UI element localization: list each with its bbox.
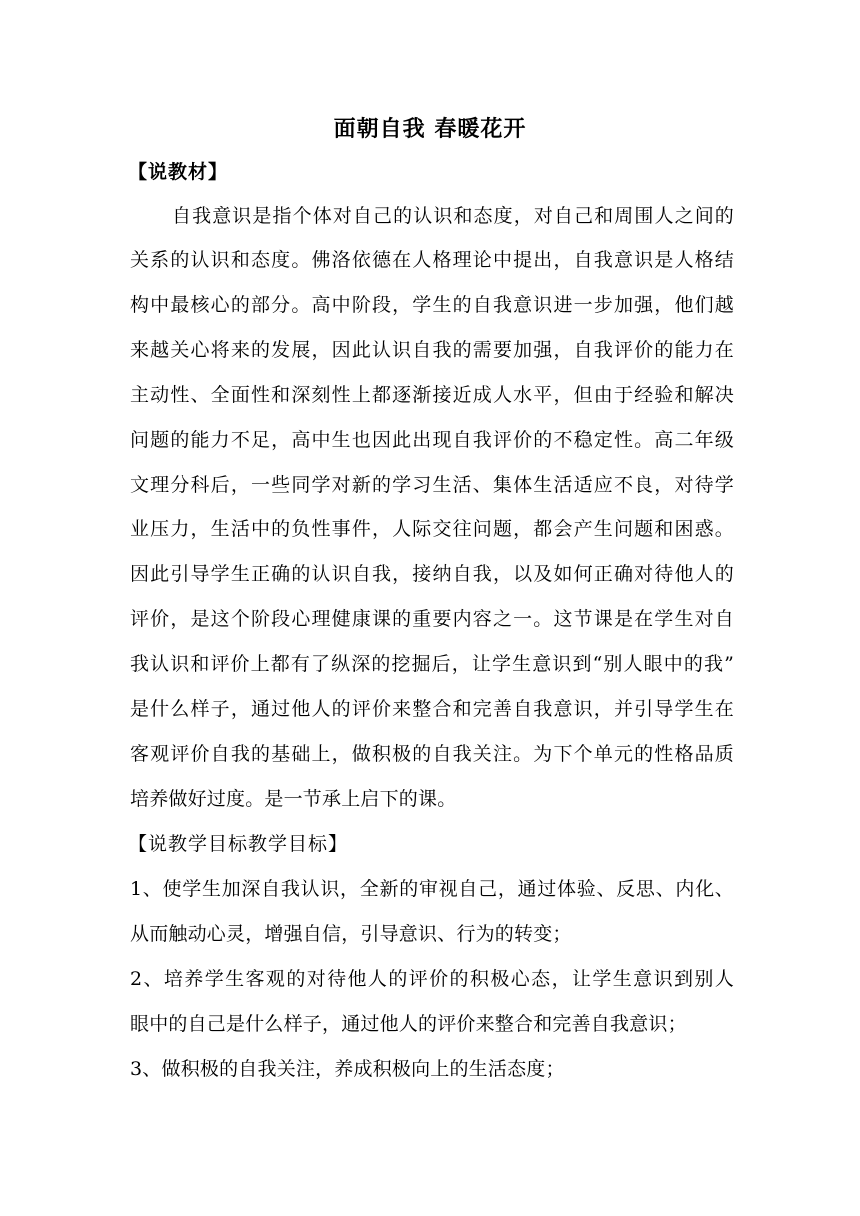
objective-line: 从而触动心灵，增强自信，引导意识、行为的转变； [130,923,572,945]
paragraph-line: 培养做好过度。是一节承上启下的课。 [130,788,457,810]
section-heading-objectives: 【说教学目标教学目标】 [128,833,349,855]
paragraph-line: 来越关心将来的发展，因此认识自我的需要加强，自我评价的能力在 [130,339,734,361]
document-title: 面朝自我 春暖花开 [333,116,527,142]
paragraph-line: 构中最核心的部分。高中阶段，学生的自我意识进一步加强，他们越 [130,294,734,316]
paragraph-line: 自我意识是指个体对自己的认识和态度，对自己和周围人之间的 [172,205,734,227]
paragraph-line: 业压力，生活中的负性事件，人际交往问题，都会产生问题和困惑。 [130,518,734,540]
paragraph-line: 评价，是这个阶段心理健康课的重要内容之一。这节课是在学生对自 [130,608,734,630]
paragraph-line: 因此引导学生正确的认识自我，接纳自我，以及如何正确对待他人的 [130,563,734,585]
paragraph-line: 主动性、全面性和深刻性上都逐渐接近成人水平，但由于经验和解决 [130,384,734,406]
paragraph-line: 我认识和评价上都有了纵深的挖掘后，让学生意识到“别人眼中的我” [130,653,734,675]
objective-line: 3、做积极的自我关注，养成积极向上的生活态度； [130,1058,565,1080]
paragraph-line: 客观评价自我的基础上，做积极的自我关注。为下个单元的性格品质 [130,743,734,765]
paragraph-line: 关系的认识和态度。佛洛依德在人格理论中提出，自我意识是人格结 [130,249,734,271]
objective-line: 2、培养学生客观的对待他人的评价的积极心态，让学生意识到别人 [130,968,734,990]
section-heading-textbook: 【说教材】 [128,161,229,183]
paragraph-line: 问题的能力不足，高中生也因此出现自我评价的不稳定性。高二年级 [130,429,734,451]
objective-line: 眼中的自己是什么样子，通过他人的评价来整合和完善自我意识； [130,1013,687,1035]
paragraph-line: 文理分科后，一些同学对新的学习生活、集体生活适应不良，对待学 [130,474,734,496]
objective-line: 1、使学生加深自我认识，全新的审视自己，通过体验、反思、内化、 [130,878,734,900]
paragraph-line: 是什么样子，通过他人的评价来整合和完善自我意识，并引导学生在 [130,698,734,720]
